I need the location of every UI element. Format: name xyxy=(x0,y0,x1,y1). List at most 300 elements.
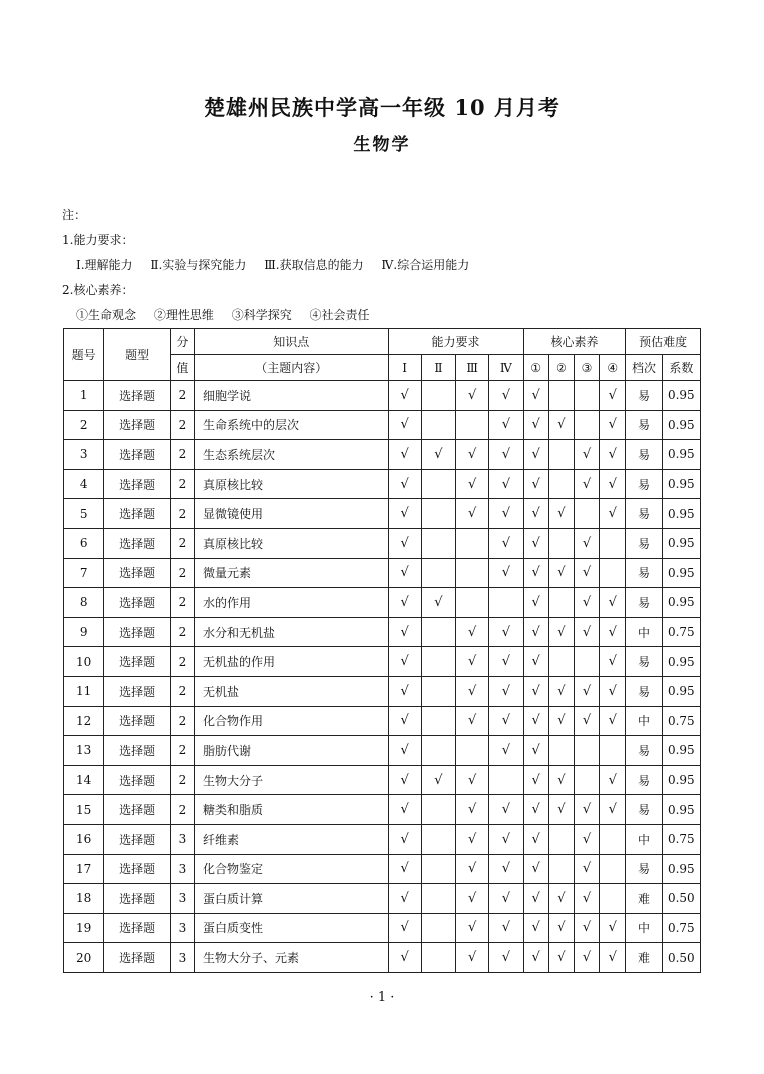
literacy-item: ②理性思维 xyxy=(153,308,214,322)
cell-topic: 化合物鉴定 xyxy=(195,854,389,884)
cell-ability-check: √ xyxy=(388,381,421,411)
cell-literacy-check: √ xyxy=(548,410,574,440)
cell-literacy-check: √ xyxy=(574,558,599,588)
cell-literacy-check: √ xyxy=(574,440,599,470)
cell-ability-check: √ xyxy=(456,676,489,706)
cell-ability-check: √ xyxy=(388,913,421,943)
cell-type: 选择题 xyxy=(104,943,171,973)
ability-item: Ⅲ.获取信息的能力 xyxy=(264,258,364,272)
cell-literacy-check xyxy=(574,410,599,440)
cell-ability-check: √ xyxy=(456,617,489,647)
cell-ability-check xyxy=(456,588,489,618)
cell-ability-check: √ xyxy=(388,528,421,558)
cell-score: 2 xyxy=(170,706,194,736)
cell-ability-check: √ xyxy=(489,824,523,854)
table-body xyxy=(64,381,701,973)
cell-ability-check: √ xyxy=(388,617,421,647)
cell-ability-check: √ xyxy=(489,884,523,914)
cell-type: 选择题 xyxy=(104,765,171,795)
cell-type: 选择题 xyxy=(104,736,171,766)
cell-ability-check: √ xyxy=(388,647,421,677)
cell-ability-check: √ xyxy=(489,617,523,647)
cell-ability-check xyxy=(421,617,455,647)
cell-literacy-check xyxy=(548,440,574,470)
cell-literacy-check: √ xyxy=(574,469,599,499)
cell-ability-check xyxy=(421,499,455,529)
cell-literacy-check: √ xyxy=(523,765,548,795)
cell-coef: 0.95 xyxy=(662,381,700,411)
cell-literacy-check: √ xyxy=(574,617,599,647)
cell-type: 选择题 xyxy=(104,558,171,588)
cell-topic: 细胞学说 xyxy=(195,381,389,411)
cell-ability-check: √ xyxy=(489,440,523,470)
cell-literacy-check xyxy=(548,381,574,411)
cell-literacy-check xyxy=(548,588,574,618)
cell-score: 3 xyxy=(170,884,194,914)
cell-coef: 0.50 xyxy=(662,884,700,914)
cell-coef: 0.75 xyxy=(662,824,700,854)
notes-heading: 注： xyxy=(62,208,87,222)
cell-ability-check: √ xyxy=(388,884,421,914)
cell-literacy-check: √ xyxy=(574,943,599,973)
cell-ability-check: √ xyxy=(388,588,421,618)
ability-item: Ⅱ.实验与探究能力 xyxy=(150,258,247,272)
cell-topic: 真原核比较 xyxy=(195,469,389,499)
cell-coef: 0.95 xyxy=(662,736,700,766)
cell-coef: 0.75 xyxy=(662,617,700,647)
cell-literacy-check: √ xyxy=(574,884,599,914)
cell-literacy-check: √ xyxy=(600,469,626,499)
literacy-item: ③科学探究 xyxy=(231,308,292,322)
cell-type: 选择题 xyxy=(104,617,171,647)
cell-score: 2 xyxy=(170,765,194,795)
cell-type: 选择题 xyxy=(104,410,171,440)
cell-ability-check: √ xyxy=(489,676,523,706)
cell-topic: 水的作用 xyxy=(195,588,389,618)
cell-type: 选择题 xyxy=(104,499,171,529)
cell-no: 11 xyxy=(64,676,104,706)
ability-heading: 1.能力要求： xyxy=(62,233,134,247)
cell-literacy-check: √ xyxy=(548,765,574,795)
cell-coef: 0.75 xyxy=(662,913,700,943)
header-ability: 能力要求 xyxy=(388,329,523,355)
cell-ability-check: √ xyxy=(388,943,421,973)
cell-score: 2 xyxy=(170,469,194,499)
cell-ability-check xyxy=(421,469,455,499)
cell-literacy-check: √ xyxy=(523,588,548,618)
cell-literacy-check: √ xyxy=(574,676,599,706)
table-row xyxy=(64,381,701,411)
cell-literacy-check: √ xyxy=(574,854,599,884)
cell-ability-check: √ xyxy=(489,706,523,736)
cell-type: 选择题 xyxy=(104,854,171,884)
page-subtitle: 生物学 xyxy=(353,135,411,155)
cell-level: 易 xyxy=(626,854,662,884)
cell-literacy-check xyxy=(600,736,626,766)
table-row xyxy=(64,795,701,825)
cell-coef: 0.95 xyxy=(662,765,700,795)
table-row xyxy=(64,469,701,499)
page-number: · 1 · xyxy=(369,990,395,1005)
cell-ability-check: √ xyxy=(388,765,421,795)
cell-topic: 微量元素 xyxy=(195,558,389,588)
exam-spec-table xyxy=(63,328,701,973)
ability-legend xyxy=(62,253,483,278)
cell-literacy-check: √ xyxy=(548,676,574,706)
cell-literacy-check: √ xyxy=(523,913,548,943)
cell-no: 8 xyxy=(64,588,104,618)
cell-ability-check: √ xyxy=(489,647,523,677)
cell-topic: 无机盐 xyxy=(195,676,389,706)
cell-level: 易 xyxy=(626,410,662,440)
cell-level: 易 xyxy=(626,795,662,825)
cell-ability-check xyxy=(421,410,455,440)
header-score-2: 值 xyxy=(170,355,194,381)
cell-no: 13 xyxy=(64,736,104,766)
cell-score: 3 xyxy=(170,943,194,973)
cell-coef: 0.95 xyxy=(662,410,700,440)
cell-topic: 显微镜使用 xyxy=(195,499,389,529)
cell-ability-check xyxy=(421,913,455,943)
header-literacy-col: ③ xyxy=(574,355,599,381)
cell-type: 选择题 xyxy=(104,381,171,411)
cell-level: 易 xyxy=(626,440,662,470)
cell-literacy-check: √ xyxy=(600,706,626,736)
cell-score: 2 xyxy=(170,499,194,529)
cell-ability-check xyxy=(489,765,523,795)
cell-literacy-check: √ xyxy=(523,617,548,647)
cell-type: 选择题 xyxy=(104,706,171,736)
cell-no: 6 xyxy=(64,528,104,558)
cell-literacy-check: √ xyxy=(523,410,548,440)
table-row xyxy=(64,854,701,884)
cell-topic: 生物大分子 xyxy=(195,765,389,795)
cell-literacy-check: √ xyxy=(523,795,548,825)
cell-type: 选择题 xyxy=(104,647,171,677)
cell-level: 易 xyxy=(626,736,662,766)
table-row xyxy=(64,676,701,706)
cell-literacy-check: √ xyxy=(600,647,626,677)
cell-literacy-check: √ xyxy=(548,617,574,647)
cell-literacy-check: √ xyxy=(523,824,548,854)
cell-topic: 生命系统中的层次 xyxy=(195,410,389,440)
cell-literacy-check: √ xyxy=(600,765,626,795)
cell-literacy-check: √ xyxy=(523,676,548,706)
cell-type: 选择题 xyxy=(104,469,171,499)
ability-item: Ⅳ.综合运用能力 xyxy=(381,258,470,272)
cell-literacy-check xyxy=(600,884,626,914)
cell-ability-check: √ xyxy=(489,469,523,499)
cell-ability-check: √ xyxy=(388,676,421,706)
cell-type: 选择题 xyxy=(104,824,171,854)
cell-no: 18 xyxy=(64,884,104,914)
cell-literacy-check: √ xyxy=(600,617,626,647)
cell-coef: 0.75 xyxy=(662,706,700,736)
cell-ability-check: √ xyxy=(421,588,455,618)
cell-literacy-check: √ xyxy=(600,499,626,529)
cell-ability-check: √ xyxy=(456,943,489,973)
cell-literacy-check: √ xyxy=(548,795,574,825)
header-ability-col: Ⅱ xyxy=(421,355,455,381)
cell-no: 7 xyxy=(64,558,104,588)
table-row xyxy=(64,499,701,529)
cell-literacy-check: √ xyxy=(548,499,574,529)
cell-score: 2 xyxy=(170,410,194,440)
table-row xyxy=(64,884,701,914)
cell-literacy-check: √ xyxy=(600,943,626,973)
header-coef: 系数 xyxy=(662,355,700,381)
cell-literacy-check xyxy=(600,824,626,854)
cell-level: 中 xyxy=(626,706,662,736)
cell-literacy-check: √ xyxy=(574,824,599,854)
header-level: 档次 xyxy=(626,355,662,381)
cell-coef: 0.50 xyxy=(662,943,700,973)
table-row xyxy=(64,943,701,973)
cell-ability-check: √ xyxy=(388,499,421,529)
cell-ability-check: √ xyxy=(489,854,523,884)
cell-ability-check: √ xyxy=(489,381,523,411)
table-row xyxy=(64,647,701,677)
cell-literacy-check: √ xyxy=(523,647,548,677)
cell-topic: 化合物作用 xyxy=(195,706,389,736)
cell-ability-check: √ xyxy=(456,469,489,499)
cell-literacy-check: √ xyxy=(523,706,548,736)
cell-score: 2 xyxy=(170,617,194,647)
cell-level: 易 xyxy=(626,558,662,588)
cell-ability-check xyxy=(456,558,489,588)
cell-literacy-check xyxy=(548,528,574,558)
cell-no: 16 xyxy=(64,824,104,854)
cell-topic: 脂肪代谢 xyxy=(195,736,389,766)
cell-topic: 无机盐的作用 xyxy=(195,647,389,677)
cell-ability-check: √ xyxy=(456,884,489,914)
cell-ability-check xyxy=(421,706,455,736)
header-ability-col: Ⅲ xyxy=(456,355,489,381)
cell-coef: 0.95 xyxy=(662,854,700,884)
header-literacy-col: ④ xyxy=(600,355,626,381)
table-row xyxy=(64,617,701,647)
cell-literacy-check xyxy=(548,854,574,884)
cell-literacy-check: √ xyxy=(600,795,626,825)
cell-ability-check xyxy=(421,676,455,706)
header-ability-col: Ⅳ xyxy=(489,355,523,381)
cell-ability-check: √ xyxy=(489,913,523,943)
cell-ability-check: √ xyxy=(421,765,455,795)
cell-ability-check xyxy=(421,943,455,973)
page-title: 楚雄州民族中学高一年级 10 月月考 xyxy=(204,95,560,120)
cell-ability-check: √ xyxy=(489,558,523,588)
table-row xyxy=(64,913,701,943)
cell-ability-check xyxy=(421,824,455,854)
cell-score: 2 xyxy=(170,795,194,825)
cell-topic: 蛋白质变性 xyxy=(195,913,389,943)
cell-level: 中 xyxy=(626,617,662,647)
cell-coef: 0.95 xyxy=(662,469,700,499)
cell-level: 易 xyxy=(626,765,662,795)
cell-ability-check xyxy=(421,647,455,677)
table-row xyxy=(64,736,701,766)
header-topic-2: （主题内容） xyxy=(195,355,389,381)
header-ability-col: Ⅰ xyxy=(388,355,421,381)
table-row xyxy=(64,706,701,736)
cell-ability-check: √ xyxy=(489,410,523,440)
cell-no: 9 xyxy=(64,617,104,647)
cell-ability-check: √ xyxy=(388,469,421,499)
cell-literacy-check: √ xyxy=(523,854,548,884)
cell-level: 难 xyxy=(626,943,662,973)
cell-level: 中 xyxy=(626,913,662,943)
cell-literacy-check xyxy=(600,854,626,884)
cell-no: 19 xyxy=(64,913,104,943)
table-row xyxy=(64,765,701,795)
ability-item: Ⅰ.理解能力 xyxy=(76,258,133,272)
cell-literacy-check: √ xyxy=(523,499,548,529)
cell-literacy-check xyxy=(574,647,599,677)
cell-ability-check: √ xyxy=(388,854,421,884)
cell-ability-check xyxy=(421,381,455,411)
cell-ability-check xyxy=(456,528,489,558)
header-literacy: 核心素养 xyxy=(523,329,626,355)
cell-literacy-check: √ xyxy=(523,736,548,766)
cell-literacy-check xyxy=(600,528,626,558)
cell-ability-check: √ xyxy=(489,499,523,529)
header-literacy-col: ① xyxy=(523,355,548,381)
cell-literacy-check xyxy=(574,381,599,411)
cell-score: 2 xyxy=(170,558,194,588)
cell-level: 易 xyxy=(626,588,662,618)
cell-level: 易 xyxy=(626,647,662,677)
cell-no: 17 xyxy=(64,854,104,884)
cell-level: 易 xyxy=(626,381,662,411)
cell-literacy-check xyxy=(548,647,574,677)
cell-score: 2 xyxy=(170,381,194,411)
cell-ability-check: √ xyxy=(456,647,489,677)
cell-type: 选择题 xyxy=(104,440,171,470)
cell-ability-check xyxy=(456,410,489,440)
cell-ability-check: √ xyxy=(456,765,489,795)
cell-ability-check: √ xyxy=(456,854,489,884)
cell-score: 2 xyxy=(170,647,194,677)
cell-ability-check: √ xyxy=(456,440,489,470)
cell-ability-check: √ xyxy=(456,795,489,825)
cell-coef: 0.95 xyxy=(662,440,700,470)
table-row xyxy=(64,824,701,854)
cell-ability-check: √ xyxy=(489,795,523,825)
cell-type: 选择题 xyxy=(104,884,171,914)
cell-coef: 0.95 xyxy=(662,676,700,706)
cell-literacy-check: √ xyxy=(548,558,574,588)
cell-no: 15 xyxy=(64,795,104,825)
cell-ability-check xyxy=(421,528,455,558)
header-no: 题号 xyxy=(64,329,104,381)
cell-score: 2 xyxy=(170,528,194,558)
cell-ability-check: √ xyxy=(456,381,489,411)
cell-literacy-check xyxy=(548,824,574,854)
cell-literacy-check: √ xyxy=(600,410,626,440)
cell-ability-check xyxy=(421,854,455,884)
cell-literacy-check: √ xyxy=(523,469,548,499)
table-row xyxy=(64,588,701,618)
cell-level: 中 xyxy=(626,824,662,854)
header-difficulty: 预估难度 xyxy=(626,329,701,355)
cell-literacy-check: √ xyxy=(574,588,599,618)
header-topic: 知识点 xyxy=(195,329,389,355)
cell-no: 2 xyxy=(64,410,104,440)
header-type: 题型 xyxy=(104,329,171,381)
cell-literacy-check: √ xyxy=(574,706,599,736)
cell-literacy-check xyxy=(548,469,574,499)
header-score: 分 xyxy=(170,329,194,355)
cell-type: 选择题 xyxy=(104,588,171,618)
cell-ability-check: √ xyxy=(456,706,489,736)
cell-score: 2 xyxy=(170,440,194,470)
literacy-heading: 2.核心素养： xyxy=(62,283,134,297)
cell-topic: 真原核比较 xyxy=(195,528,389,558)
cell-literacy-check: √ xyxy=(600,440,626,470)
cell-literacy-check: √ xyxy=(574,795,599,825)
cell-literacy-check: √ xyxy=(574,528,599,558)
cell-ability-check xyxy=(456,736,489,766)
cell-topic: 生态系统层次 xyxy=(195,440,389,470)
cell-literacy-check: √ xyxy=(523,440,548,470)
cell-type: 选择题 xyxy=(104,528,171,558)
cell-literacy-check xyxy=(548,736,574,766)
cell-ability-check xyxy=(421,736,455,766)
cell-literacy-check: √ xyxy=(548,913,574,943)
cell-ability-check: √ xyxy=(388,795,421,825)
cell-ability-check: √ xyxy=(489,943,523,973)
cell-level: 易 xyxy=(626,676,662,706)
literacy-item: ④社会责任 xyxy=(309,308,370,322)
cell-ability-check: √ xyxy=(489,736,523,766)
cell-type: 选择题 xyxy=(104,913,171,943)
table-row xyxy=(64,410,701,440)
cell-level: 易 xyxy=(626,499,662,529)
cell-ability-check xyxy=(421,884,455,914)
cell-no: 12 xyxy=(64,706,104,736)
header-row xyxy=(64,329,701,355)
cell-no: 10 xyxy=(64,647,104,677)
cell-no: 20 xyxy=(64,943,104,973)
cell-level: 难 xyxy=(626,884,662,914)
cell-ability-check: √ xyxy=(388,558,421,588)
cell-topic: 纤维素 xyxy=(195,824,389,854)
cell-literacy-check xyxy=(574,736,599,766)
cell-score: 3 xyxy=(170,913,194,943)
cell-literacy-check: √ xyxy=(523,381,548,411)
cell-ability-check: √ xyxy=(421,440,455,470)
cell-literacy-check xyxy=(574,499,599,529)
cell-level: 易 xyxy=(626,528,662,558)
cell-type: 选择题 xyxy=(104,676,171,706)
cell-score: 2 xyxy=(170,736,194,766)
cell-ability-check: √ xyxy=(388,824,421,854)
header-literacy-col: ② xyxy=(548,355,574,381)
cell-ability-check: √ xyxy=(456,824,489,854)
cell-topic: 蛋白质计算 xyxy=(195,884,389,914)
cell-literacy-check xyxy=(600,558,626,588)
cell-coef: 0.95 xyxy=(662,528,700,558)
cell-literacy-check: √ xyxy=(574,913,599,943)
cell-coef: 0.95 xyxy=(662,588,700,618)
cell-topic: 生物大分子、元素 xyxy=(195,943,389,973)
cell-literacy-check: √ xyxy=(600,676,626,706)
cell-literacy-check: √ xyxy=(548,884,574,914)
table-row xyxy=(64,440,701,470)
notes-section xyxy=(62,203,483,328)
cell-literacy-check: √ xyxy=(600,588,626,618)
cell-ability-check: √ xyxy=(489,528,523,558)
